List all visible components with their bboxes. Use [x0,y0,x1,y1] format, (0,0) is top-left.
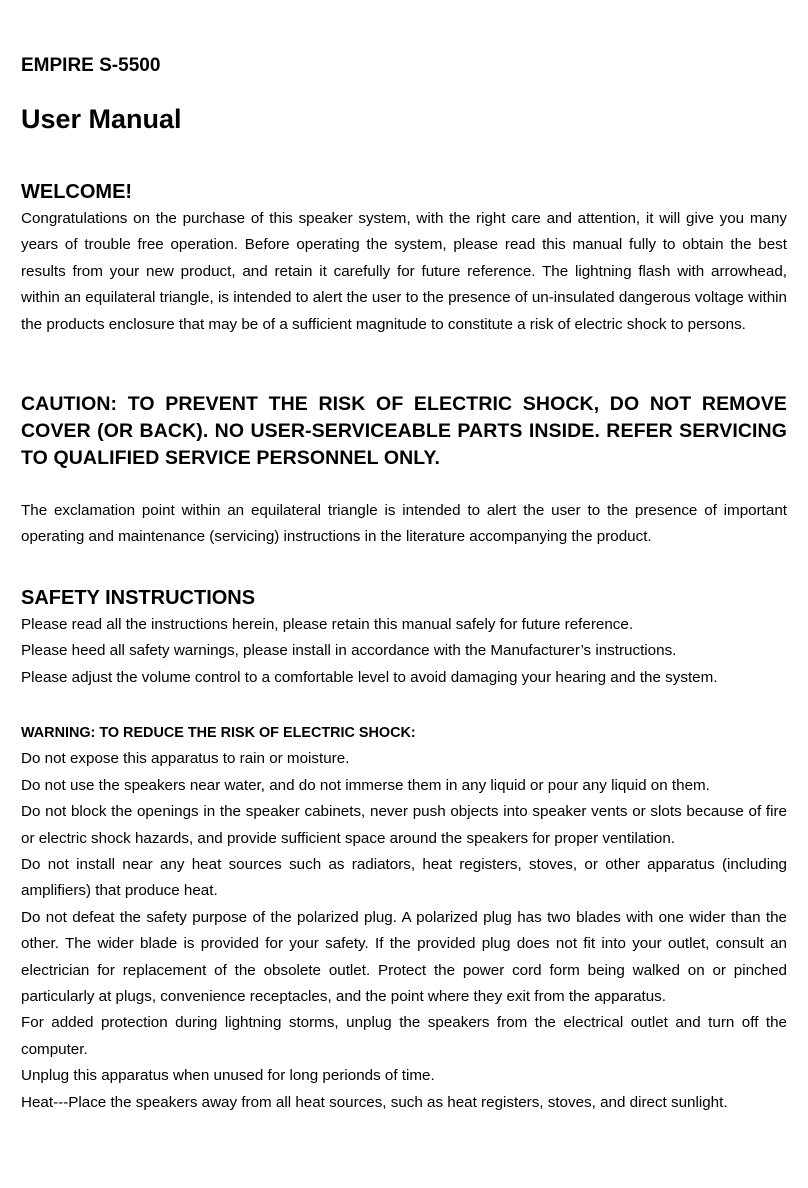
warning-item: Do not defeat the safety purpose of the polarized plug. A polarized plug has two blades with one wider than the other. The wider blade is provided for your safety. If the provided plug does not fit into your outlet, consult an electrician for replacement of the obsolete outlet. Protect the power cord form being walked on or pinched particularly at plugs, convenience receptacles, and the point where they exit from the apparatus. [21,908,787,1006]
warning-item: Do not install near any heat sources such as radiators, heat registers, stoves, or other apparatus (including amplifiers) that produce heat. [21,856,787,900]
warning-heading: WARNING: TO REDUCE THE RISK OF ELECTRIC SHOCK: [21,725,416,741]
safety-line: Please read all the instructions herein, please retain this manual safely for future reference. [21,616,634,633]
safety-section [21,584,787,691]
page-title: User Manual [21,104,182,134]
warning-item: Do not use the speakers near water, and do not immerse them in any liquid or pour any liquid on them. [21,776,710,794]
caution-section [21,391,787,472]
welcome-heading: WELCOME! [21,181,133,203]
warning-item: Heat---Place the speakers away from all heat sources, such as heat registers, stoves, and direct sunlight. [21,1093,728,1111]
warning-section [21,720,787,1116]
caution-note: The exclamation point within an equilateral triangle is intended to alert the user to the presence of important operating and maintenance (servicing) instructions in the literature accompanying the product. [21,502,787,546]
welcome-section [21,178,787,338]
warning-item: Unplug this apparatus when unused for long perionds of time. [21,1067,435,1085]
model-name: EMPIRE S-5500 [21,55,161,76]
caution-text: CAUTION: TO PREVENT THE RISK OF ELECTRIC SHOCK, DO NOT REMOVE COVER (OR BACK). NO USER-SERVICEABLE PARTS INSIDE. REFER SERVICING TO QUALIFIED SERVICE PERSONNEL ONLY. [21,393,787,469]
warning-item: Do not expose this apparatus to rain or moisture. [21,750,350,768]
safety-heading: SAFETY INSTRUCTIONS [21,587,256,609]
welcome-paragraph: Congratulations on the purchase of this speaker system, with the right care and attention, it will give you many years of trouble free operation. Before operating the system, please read this manual fully to obtain the best results from your new product, and retain it carefully for future reference. The lightning flash with arrowhead, within an equilateral triangle, is intended to alert the user to the presence of un-insulated dangerous voltage within the products enclosure that may be of a sufficient magnitude to constitute a risk of electric shock to persons. [21,210,787,333]
safety-line: Please heed all safety warnings, please install in accordance with the Manufacturer’s instructions. [21,642,677,660]
warning-item: Do not block the openings in the speaker cabinets, never push objects into speaker vents or slots because of fire or electric shock hazards, and provide sufficient space around the speakers for proper ventilation. [21,803,787,847]
warning-item: For added protection during lightning storms, unplug the speakers from the electrical outlet and turn off the computer. [21,1014,787,1058]
caution-note-section [21,498,787,551]
safety-line: Please adjust the volume control to a comfortable level to avoid damaging your hearing and the system. [21,668,718,686]
